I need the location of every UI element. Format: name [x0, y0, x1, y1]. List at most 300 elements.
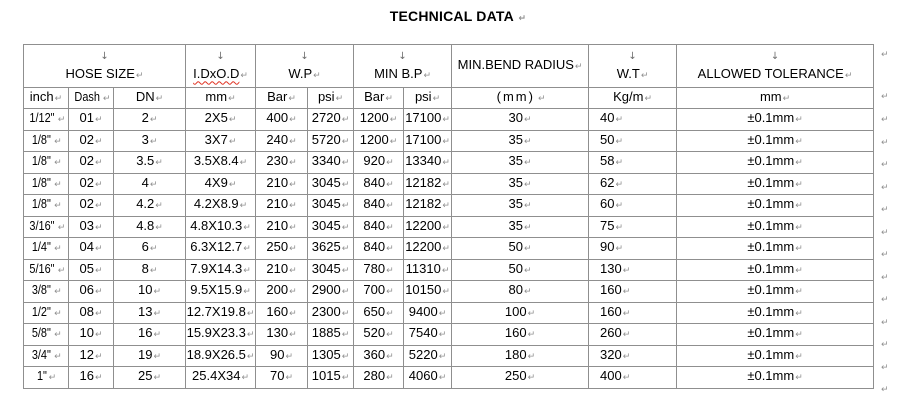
table-cell	[354, 345, 404, 367]
paragraph-mark: ↵	[341, 136, 350, 147]
end-of-row-mark: ↵	[881, 362, 889, 373]
paragraph-mark: ↵	[289, 244, 297, 255]
cell-value: 210	[266, 260, 289, 276]
table-cell	[452, 302, 589, 324]
paragraph-mark: ↵	[795, 287, 803, 298]
cell-value: 1/8"	[32, 153, 52, 169]
paragraph-mark: ↵	[94, 115, 103, 126]
table-cell	[404, 195, 452, 217]
table-cell	[589, 324, 677, 346]
cell-value: 840	[363, 196, 386, 212]
table-cell	[69, 216, 114, 238]
cell-value: 80	[508, 282, 523, 298]
cell-value: 520	[363, 325, 386, 341]
table-row	[24, 173, 874, 195]
table-cell	[24, 302, 69, 324]
table-cell	[452, 281, 589, 303]
table-body	[24, 109, 874, 389]
table-cell	[354, 302, 404, 324]
paragraph-mark: ↵	[615, 244, 624, 255]
paragraph-mark: ↵	[615, 222, 624, 233]
table-cell	[256, 302, 308, 324]
table-cell	[308, 324, 354, 346]
paragraph-mark: ↵	[524, 115, 532, 126]
paragraph-mark: ↵	[844, 70, 853, 81]
table-cell	[589, 173, 677, 195]
table-cell	[404, 216, 452, 238]
table-row	[24, 302, 874, 324]
table-cell	[186, 152, 256, 174]
cell-value: 6.3X12.7	[190, 239, 243, 255]
table-cell	[186, 130, 256, 152]
cell-value: 35	[508, 174, 523, 190]
paragraph-mark: ↵	[442, 179, 450, 190]
cell-value: 02	[79, 196, 94, 212]
paragraph-mark: ↵	[285, 351, 294, 362]
paragraph-mark: ↵	[54, 158, 62, 169]
table-cell	[114, 238, 186, 260]
cell-value: ±0.1mm	[747, 325, 795, 341]
table-cell	[354, 173, 404, 195]
paragraph-mark: ↵	[94, 158, 103, 169]
paragraph-mark: ↵	[289, 115, 297, 126]
table-cell	[308, 173, 354, 195]
cell-value: 3.5	[136, 153, 155, 169]
paragraph-mark: ↵	[622, 265, 631, 276]
paragraph-mark: ↵	[94, 308, 103, 319]
table-cell	[256, 367, 308, 389]
paragraph-mark: ↵	[527, 330, 536, 341]
paragraph-mark: ↵	[441, 265, 450, 276]
header-unit-row	[24, 88, 874, 109]
end-of-row-mark: ↵	[881, 182, 889, 193]
paragraph-mark: ↵	[289, 179, 297, 190]
cell-value: 35	[508, 131, 523, 147]
cell-value: 16	[138, 325, 153, 341]
paragraph-mark: ↵	[243, 244, 251, 255]
paragraph-mark: ↵	[149, 244, 158, 255]
table-cell	[308, 367, 354, 389]
cell-value: 12.7X19.8	[186, 303, 246, 319]
cell-value: 130	[600, 260, 622, 276]
paragraph-mark: ↵	[795, 244, 803, 255]
cell-value: 30	[508, 110, 523, 126]
paragraph-mark: ↵	[386, 158, 394, 169]
line-break-mark: ↓	[100, 50, 109, 62]
paragraph-mark: ↵	[518, 14, 527, 24]
table-cell	[452, 109, 589, 131]
paragraph-mark: ↵	[94, 330, 103, 341]
cell-value: 3045	[311, 196, 341, 212]
cell-value: 240	[266, 131, 289, 147]
cell-value: 58	[600, 153, 615, 169]
paragraph-mark: ↵	[574, 62, 583, 72]
table-cell	[404, 238, 452, 260]
table-cell	[186, 195, 256, 217]
table-cell	[677, 281, 874, 303]
paragraph-mark: ↵	[102, 94, 111, 104]
column-group-header	[256, 45, 354, 88]
cell-value: 230	[266, 153, 289, 169]
cell-value: ±0.1mm	[747, 110, 795, 126]
cell-value: 01	[79, 110, 94, 126]
table-cell	[452, 216, 589, 238]
column-unit-header	[452, 88, 589, 109]
cell-value: 1/8"	[32, 131, 52, 147]
paragraph-mark: ↵	[57, 115, 66, 126]
cell-value: 18.9X26.5	[186, 346, 246, 362]
table-cell	[354, 238, 404, 260]
paragraph-mark: ↵	[149, 179, 158, 190]
paragraph-mark: ↵	[54, 179, 62, 190]
column-unit-header	[354, 88, 404, 109]
cell-value: 02	[79, 131, 94, 147]
paragraph-mark: ↵	[153, 308, 162, 319]
paragraph-mark: ↵	[243, 287, 251, 298]
paragraph-mark: ↵	[155, 94, 164, 104]
paragraph-mark: ↵	[640, 70, 649, 81]
table-cell	[114, 130, 186, 152]
cell-value: 320	[600, 346, 622, 362]
table-cell	[24, 195, 69, 217]
table-cell	[24, 367, 69, 389]
table-cell	[354, 152, 404, 174]
cell-value: ±0.1mm	[747, 239, 795, 255]
paragraph-mark: ↵	[644, 94, 652, 104]
cell-value: 35	[508, 153, 523, 169]
paragraph-mark: ↵	[795, 115, 803, 126]
cell-value: 7.9X14.3	[190, 260, 243, 276]
paragraph-mark: ↵	[386, 373, 394, 384]
table-cell	[677, 324, 874, 346]
table-cell	[452, 152, 589, 174]
paragraph-mark: ↵	[389, 136, 398, 147]
cell-value: 1305	[311, 346, 341, 362]
paragraph-mark: ↵	[524, 287, 532, 298]
paragraph-mark: ↵	[442, 287, 450, 298]
table-cell	[24, 345, 69, 367]
paragraph-mark: ↵	[386, 351, 394, 362]
table-cell	[677, 109, 874, 131]
paragraph-mark: ↵	[246, 351, 255, 362]
table-cell	[404, 281, 452, 303]
paragraph-mark: ↵	[289, 222, 297, 233]
table-cell	[589, 259, 677, 281]
paragraph-mark: ↵	[524, 222, 532, 233]
paragraph-mark: ↵	[386, 330, 394, 341]
table-cell	[308, 238, 354, 260]
paragraph-mark: ↵	[524, 201, 532, 212]
paragraph-mark: ↵	[54, 94, 63, 104]
paragraph-mark: ↵	[386, 308, 394, 319]
paragraph-mark: ↵	[243, 265, 251, 276]
paragraph-mark: ↵	[527, 351, 536, 362]
end-of-row-mark: ↵	[881, 250, 889, 260]
table-cell	[308, 345, 354, 367]
paragraph-mark: ↵	[54, 201, 62, 212]
table-cell	[256, 259, 308, 281]
table-cell	[256, 173, 308, 195]
table-cell	[677, 302, 874, 324]
cell-value: 1/4"	[32, 239, 52, 255]
paragraph-mark: ↵	[527, 308, 536, 319]
column-unit-label: (mm)	[496, 89, 535, 104]
table-cell	[404, 302, 452, 324]
paragraph-mark: ↵	[288, 94, 296, 104]
paragraph-mark: ↵	[153, 330, 162, 341]
paragraph-mark: ↵	[524, 265, 532, 276]
cell-value: 06	[79, 282, 94, 298]
table-row	[24, 259, 874, 281]
table-row	[24, 345, 874, 367]
cell-value: 6	[141, 239, 149, 255]
paragraph-mark: ↵	[135, 70, 144, 81]
end-of-row-mark: ↵	[881, 295, 889, 305]
page-title	[0, 8, 916, 24]
cell-value: 12200	[405, 239, 442, 255]
paragraph-mark: ↵	[795, 201, 803, 212]
cell-value: 9.5X15.9	[190, 282, 243, 298]
table-row	[24, 130, 874, 152]
column-group-label: MIN B.P	[374, 65, 423, 81]
table-cell	[354, 216, 404, 238]
table-cell	[354, 109, 404, 131]
paragraph-mark: ↵	[341, 265, 350, 276]
cell-value: 100	[504, 303, 527, 319]
cell-value: 05	[79, 260, 94, 276]
table-cell	[589, 109, 677, 131]
cell-value: 840	[363, 239, 386, 255]
paragraph-mark: ↵	[386, 222, 394, 233]
cell-value: 4060	[408, 368, 438, 384]
cell-value: 780	[363, 260, 386, 276]
table-cell	[677, 367, 874, 389]
column-group-header	[24, 45, 186, 88]
cell-value: 160	[600, 303, 622, 319]
cell-value: ±0.1mm	[747, 368, 795, 384]
table-cell	[186, 281, 256, 303]
table-cell	[677, 259, 874, 281]
table-cell	[114, 259, 186, 281]
table-cell	[114, 216, 186, 238]
table-cell	[114, 281, 186, 303]
paragraph-mark: ↵	[335, 94, 344, 104]
cell-value: ±0.1mm	[747, 282, 795, 298]
cell-value: 11310	[405, 260, 441, 276]
table-cell	[69, 302, 114, 324]
end-of-row-mark: ↵	[881, 317, 889, 328]
table-cell	[24, 216, 69, 238]
end-of-row-mark: ↵	[881, 137, 889, 148]
paragraph-mark: ↵	[795, 158, 803, 169]
table-cell	[677, 152, 874, 174]
paragraph-mark: ↵	[228, 179, 237, 190]
table-cell	[256, 216, 308, 238]
table-cell	[452, 238, 589, 260]
cell-value: 840	[363, 217, 386, 233]
cell-value: 840	[363, 174, 386, 190]
paragraph-mark: ↵	[246, 308, 255, 319]
paragraph-mark: ↵	[341, 351, 350, 362]
table-cell	[114, 109, 186, 131]
paragraph-mark: ↵	[341, 330, 350, 341]
paragraph-mark: ↵	[442, 115, 450, 126]
paragraph-mark: ↵	[153, 351, 162, 362]
column-unit-header	[404, 88, 452, 109]
paragraph-mark: ↵	[289, 308, 297, 319]
column-unit-label: mm	[205, 89, 228, 104]
cell-value: 3.5X8.4	[193, 153, 239, 169]
paragraph-mark: ↵	[341, 373, 350, 384]
cell-value: 08	[79, 303, 94, 319]
paragraph-mark: ↵	[155, 201, 163, 212]
paragraph-mark: ↵	[228, 136, 237, 147]
paragraph-mark: ↵	[615, 158, 624, 169]
paragraph-mark: ↵	[438, 330, 447, 341]
table-cell	[69, 173, 114, 195]
table-cell	[404, 367, 452, 389]
paragraph-mark: ↵	[442, 244, 450, 255]
table-cell	[452, 173, 589, 195]
cell-value: 19	[138, 346, 153, 362]
cell-value: 210	[266, 196, 289, 212]
cell-value: 25	[138, 368, 153, 384]
table-cell	[404, 109, 452, 131]
table-cell	[69, 259, 114, 281]
table-cell	[354, 130, 404, 152]
cell-value: 03	[79, 217, 94, 233]
cell-value: 2	[141, 110, 149, 126]
cell-value: 50	[508, 239, 523, 255]
table-cell	[256, 152, 308, 174]
table-cell	[114, 324, 186, 346]
column-group-label: ALLOWED TOLERANCE	[697, 65, 844, 81]
table-cell	[354, 324, 404, 346]
cell-value: 35	[508, 217, 523, 233]
column-group-header	[452, 45, 589, 88]
paragraph-mark: ↵	[94, 136, 103, 147]
paragraph-mark: ↵	[795, 308, 803, 319]
column-unit-label: psi	[414, 89, 432, 104]
table-cell	[354, 367, 404, 389]
table-cell	[24, 130, 69, 152]
cell-value: 1200	[359, 131, 389, 147]
cell-value: ±0.1mm	[747, 303, 795, 319]
cell-value: 3X7	[204, 131, 228, 147]
cell-value: 62	[600, 174, 615, 190]
paragraph-mark: ↵	[524, 136, 532, 147]
cell-value: 50	[600, 131, 615, 147]
column-unit-header	[256, 88, 308, 109]
table-cell	[452, 367, 589, 389]
table-cell	[114, 302, 186, 324]
paragraph-mark: ↵	[527, 373, 536, 384]
cell-value: 3045	[311, 260, 341, 276]
cell-value: 3340	[311, 153, 341, 169]
table-row	[24, 216, 874, 238]
end-of-row-mark: ↵	[881, 160, 889, 170]
table-cell	[308, 109, 354, 131]
cell-value: 12200	[405, 217, 442, 233]
paragraph-mark: ↵	[622, 308, 631, 319]
column-group-header	[677, 45, 874, 88]
cell-value: 17100	[405, 110, 442, 126]
paragraph-mark: ↵	[386, 265, 394, 276]
cell-value: 10	[138, 282, 153, 298]
table-cell	[186, 324, 256, 346]
cell-value: 250	[266, 239, 289, 255]
paragraph-mark: ↵	[795, 136, 803, 147]
paragraph-mark: ↵	[54, 287, 62, 298]
paragraph-mark: ↵	[622, 373, 631, 384]
paragraph-mark: ↵	[341, 201, 350, 212]
table-cell	[308, 302, 354, 324]
end-of-row-mark: ↵	[881, 92, 889, 102]
paragraph-mark: ↵	[149, 136, 158, 147]
table-cell	[404, 259, 452, 281]
paragraph-mark: ↵	[54, 351, 62, 362]
paragraph-mark: ↵	[537, 94, 546, 104]
paragraph-mark: ↵	[94, 222, 103, 233]
table-row	[24, 238, 874, 260]
table-cell	[677, 216, 874, 238]
table-row	[24, 281, 874, 303]
cell-value: 2X5	[204, 110, 228, 126]
cell-value: 5220	[408, 346, 438, 362]
cell-value: 50	[508, 260, 523, 276]
cell-value: ±0.1mm	[747, 260, 795, 276]
paragraph-mark: ↵	[386, 179, 394, 190]
column-group-label: HOSE SIZE	[65, 65, 135, 81]
end-of-row-mark: ↵	[881, 385, 889, 395]
paragraph-mark: ↵	[94, 244, 103, 255]
cell-value: 5720	[311, 131, 341, 147]
cell-value: 3045	[311, 174, 341, 190]
column-unit-label: DN	[135, 89, 155, 104]
cell-value: 1885	[311, 325, 341, 341]
cell-value: 5/8"	[32, 325, 52, 341]
paragraph-mark: ↵	[289, 136, 297, 147]
cell-value: 400	[600, 368, 622, 384]
paragraph-mark: ↵	[386, 287, 394, 298]
paragraph-mark: ↵	[622, 351, 631, 362]
table-cell	[452, 259, 589, 281]
cell-value: 12	[79, 346, 94, 362]
end-of-row-mark: ↵	[881, 227, 889, 238]
column-unit-header	[677, 88, 874, 109]
paragraph-mark: ↵	[438, 308, 447, 319]
cell-value: 400	[266, 110, 289, 126]
table-cell	[308, 281, 354, 303]
table-cell	[114, 345, 186, 367]
table-cell	[404, 345, 452, 367]
paragraph-mark: ↵	[94, 287, 103, 298]
paragraph-mark: ↵	[94, 265, 103, 276]
paragraph-mark: ↵	[782, 94, 791, 104]
table-cell	[24, 238, 69, 260]
paragraph-mark: ↵	[153, 287, 162, 298]
column-unit-header	[308, 88, 354, 109]
paragraph-mark: ↵	[795, 373, 803, 384]
table-cell	[24, 324, 69, 346]
cell-value: 160	[266, 303, 289, 319]
paragraph-mark: ↵	[153, 373, 162, 384]
table-row	[24, 109, 874, 131]
cell-value: 160	[600, 282, 622, 298]
table-cell	[114, 195, 186, 217]
paragraph-mark: ↵	[622, 330, 631, 341]
cell-value: 3/4"	[32, 346, 52, 362]
